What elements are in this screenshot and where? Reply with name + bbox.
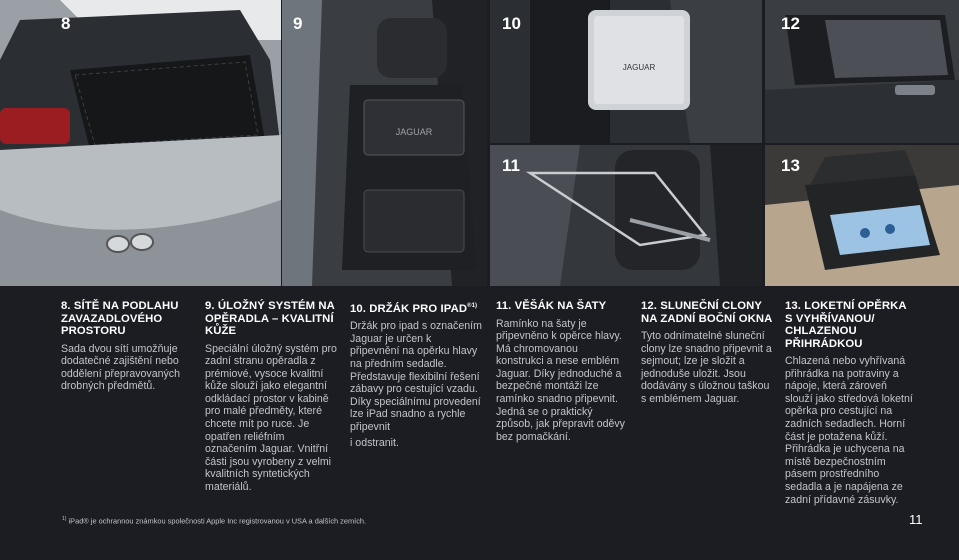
column-12 <box>641 300 773 406</box>
photo-number-13: 13 <box>781 156 800 175</box>
photo-number-12: 12 <box>781 14 800 33</box>
heading-10 <box>350 300 482 315</box>
heading-10-text: 10. DRŽÁK PRO IPAD <box>350 302 468 315</box>
photo-number-8: 8 <box>61 14 71 33</box>
text-9: Speciální úložný systém pro zadní stranu opěradla z prémiové, vysoce kvalitní kůže slouží jako elegantní odkládací prostor v kabině pro malé předměty, které chcete mít po ruce. Je opatřen reliéfním označením Jaguar. Vnitřní části jsou vyrobeny z velmi kvalitních syntetických materiálů. <box>205 342 337 494</box>
photo-number-9: 9 <box>293 14 303 33</box>
footnote <box>62 516 366 525</box>
footnote-marker: 1) <box>62 516 67 522</box>
text-8: Sada dvou sítí umožňuje dodatečné zajištění nebo oddělení přepravovaných drobných předmětů. <box>61 342 180 393</box>
jaguar-logo-text-9: JAGUAR <box>395 127 433 137</box>
heading-8: 8. SÍTĚ NA PODLAHU ZAVAZADLOVÉHO PROSTORU <box>61 300 179 337</box>
photo-number-11: 11 <box>502 156 520 175</box>
column-13 <box>785 300 915 506</box>
footnote-text: iPad® je ochrannou známkou společnosti Apple Inc registrovanou v USA a dalších zemích. <box>68 516 367 526</box>
photo-ipad-holder <box>490 0 762 143</box>
text-11: Ramínko na šaty je připevněno k opěrce hlavy. Má chromovanou konstrukci a nese emblém Jaguar. Díky jednoduché a bezpečné montáži lze ramínko snadno připevnit. Jedná se o praktický způsob, jak přepravit oděvy bez pomačkání. <box>496 317 625 443</box>
column-8 <box>61 300 193 393</box>
text-12: Tyto odnímatelné sluneční clony lze snadno připevnit a sejmout; lze je složit a jednoduše uložit. Jsou dodávány s úložnou taškou s emblémem Jaguar. <box>641 330 772 405</box>
heading-11: 11. VĚŠÁK NA ŠATY <box>496 300 607 312</box>
jaguar-logo-text-10: JAGUAR <box>622 63 656 72</box>
heading-12: 12. SLUNEČNÍ CLONY NA ZADNÍ BOČNÍ OKNA <box>641 300 773 325</box>
column-11 <box>496 300 628 443</box>
page-number: 11 <box>909 512 923 527</box>
photo-clothes-hanger <box>490 145 762 286</box>
text-13: Chlazená nebo vyhřívaná přihrádka na potraviny a nápoje, která zároveň slouží jako středová loketní opěrka pro cestující na zadních sedadlech. Horní část je potažena kůží. Přihrádka je uchycena na místě bezpečnostním pásem prostředního sedadla a je napájena ze zadní přídavné zásuvky. <box>785 355 913 506</box>
photo-seatback-storage <box>282 0 487 286</box>
heading-9: 9. ÚLOŽNÝ SYSTÉM NA OPĚRADLA – KVALITNÍ KŮŽE <box>205 300 335 337</box>
heading-13: 13. LOKETNÍ OPĚRKA S VYHŘÍVANOU/ CHLAZENOU PŘIHRÁDKOU <box>785 300 907 350</box>
text-10b: i odstranit. <box>350 436 399 449</box>
photo-trunk-net <box>0 0 281 286</box>
column-10 <box>350 300 482 449</box>
photo-number-10: 10 <box>502 14 521 33</box>
text-10: Držák pro ipad s označením Jaguar je určen k připevnění na opěrku hlavy na předním sedadle. Představuje flexibilní řešení zábavy pro cestující vzadu. Díky speciálnímu provedení lze iPad snadno a rychle připevnit <box>350 320 482 434</box>
heading-10-sup: ®1) <box>467 303 478 309</box>
column-9 <box>205 300 337 494</box>
